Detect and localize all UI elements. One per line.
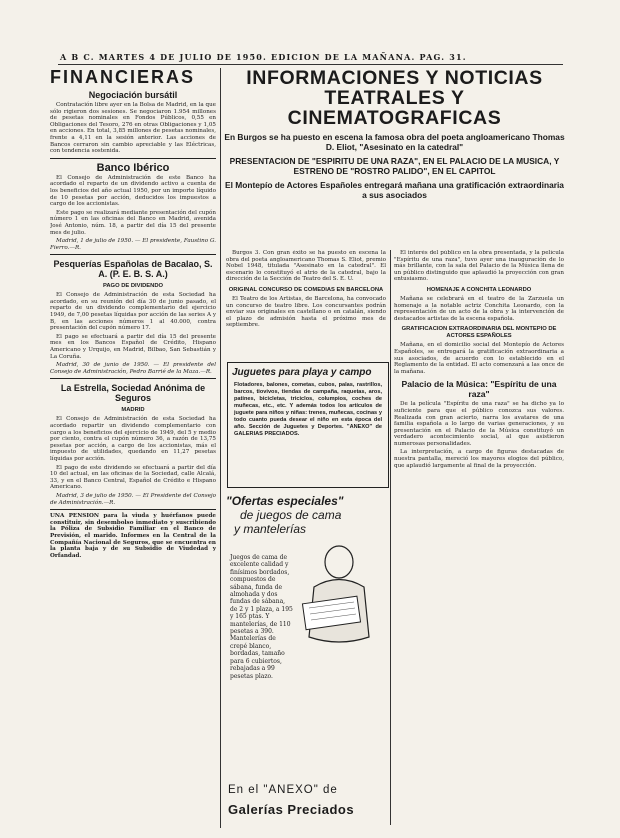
article-signature: Madrid, 1 de julio de 1950. — El presidente, Faustino G. Fierro.—R. — [50, 238, 216, 251]
bedding-ad-footer-2: Galerías Preciados — [228, 802, 355, 817]
header-rule — [58, 64, 563, 65]
article-text: Mañana se celebrará en el teatro de la Zarzuela un homenaje a la notable actriz Conchita Leonardo, con la representación de un acto de la obra y la intervención de destacados artistas de la escena española. — [394, 295, 564, 322]
bedding-illustration — [294, 542, 384, 652]
divider — [50, 378, 216, 379]
bedding-ad-headline-3: y mantelerías — [234, 522, 307, 536]
article-text: El Teatro de los Artistas, de Barcelona, ha convocado un concurso de teatro libre. Los concursantes podrán enviar sus originales en castellano o en catalán, siendo el plazo de admisión hasta el próximo mes de septiembre. — [226, 295, 386, 329]
subheadline-pago: PAGO DE DIVIDENDO — [102, 283, 164, 290]
article-text: De la película "Espíritu de una raza" se ha dicho ya lo suficiente para que el público conozca sus valores. Realizada con gran acierto, narra los avatares de una familia española a lo largo de varias generaciones, y su presentación en el Palacio de la Música constituyó un verdadero acontecimiento social, al que asistieron numerosas personalidades. — [394, 401, 564, 447]
dek-presentacion: PRESENTACION DE "ESPIRITU DE UNA RAZA", EN EL PALACIO DE LA MUSICA, Y ESTRENO DE "ROSTRO PALIDO", EN EL CAPITOL — [229, 156, 560, 176]
article-signature: Madrid, 3 de julio de 1950. — El Presidente del Consejo de Administración.—R. — [50, 492, 216, 506]
headline-negociacion: Negociación bursátil — [88, 90, 178, 100]
article-text: El Consejo de Administración de esta Sociedad ha acordado, en su reunión del día 30 de junio pasado, el reparto de un dividendo complementario del ejercicio 1949, de 7,00 pesetas líquidas por acción de las series A y B, en las acciones números 1 al 40.000, contra presentación del cupón número 17. — [50, 292, 216, 332]
section-title-financieras: FINANCIERAS — [50, 68, 196, 87]
article-text: El interés del público en la obra presentada, y la película "Espíritu de una raza", tuvo ayer una inauguración de lo más brillante, con la sala del Palacio de la Música llena de un público distinguido que aplaudió la proyección con gran entusiasmo. — [394, 250, 564, 283]
page-header: A B C. MARTES 4 DE JULIO DE 1950. EDICION DE LA MAÑANA. PAG. 31. — [60, 52, 467, 62]
article-text: Mañana, en el domicilio social del Montepío de Actores Españoles, se entregará la gratificación extraordinaria a sus asociados, de acuerdo con lo establecido en el Reglamento de la entidad. El acto comenzará a las once de la mañana. — [394, 342, 564, 375]
toys-ad-body: Flotadores, balones, cometas, cubos, palas, rastrillos, barcos, tiovivos, tiendas de campaña, raquetas, aros, patines, bicicletas, triciclos, columpios, coches de muñecas, etc., etc. Y además todos los artículos de juguete para niños y niñas: trenes, muñecas, cocinas y todo cuanto pueda desear el niño en esta época del año. Sección de Juguetes y Deportes. "ANEXO" de GALERIAS PRECIADOS. — [234, 382, 382, 437]
article-text: El pago se efectuará a partir del día 15 del presente mes en los Bancos Español de Crédito, Hispano Americano y Urquijo, en Madrid, Bilbao, San Sebastián y La Coruña. — [50, 333, 216, 360]
headline-gratificacion: GRATIFICACION EXTRAORDINARIA DEL MONTEPIO DE ACTORES ESPAÑOLES — [401, 326, 557, 340]
column-rule — [390, 250, 391, 825]
bedding-ad-headline-1: "Ofertas especiales" — [226, 494, 344, 508]
theater-column-2 — [394, 250, 564, 830]
title-informaciones: INFORMACIONES Y NOTICIAS — [246, 68, 543, 89]
divider — [50, 254, 216, 255]
headline-homenaje: HOMENAJE A CONCHITA LEONARDO — [426, 286, 532, 293]
financial-column — [50, 68, 216, 828]
classified-ad: UNA PENSION para la viuda y huérfanos puede constituir, sin desembolso inmediato y suscribiendo la Póliza de Subsidio Familiar en el Banco de Previsión, el marido. Informes en la Central de la Compañía Nacional de Seguros, que se encuentra en la planta baja y de su Subsidio de Viudedad y Orfandad. — [50, 513, 216, 559]
divider — [50, 509, 216, 510]
toys-advertisement — [227, 362, 389, 488]
column-rule — [220, 68, 221, 828]
article-signature: Madrid, 30 de junio de 1950. — El presidente del Consejo de Administración, Pedro Barrié de la Maza.—R. — [50, 362, 216, 375]
bedding-ad-body: Juegos de cama de excelente calidad y finísimos bordados, compuestos de sábana, funda de almohada y dos fundas de sábana, de 2 y 1 plaza, a 195 y 165 ptas. Y mantelerías, de 110 pesetas a 390. Mantelerías de crepé blanco, bordadas, tamaño para 6 cubiertos, rebajadas a 99 pesetas plazo. — [230, 554, 293, 680]
title-teatrales: TEATRALES Y CINEMATOGRAFICAS — [287, 87, 502, 129]
dek-montepio: El Montepío de Actores Españoles entregará mañana una gratificación extraordinaria a sus asociados — [225, 180, 564, 200]
bedding-ad-footer-1: En el "ANEXO" de — [228, 784, 338, 796]
bedding-ad-headline-2: de juegos de cama — [240, 508, 342, 522]
subheadline-madrid: MADRID — [121, 407, 145, 414]
dek-burgos: En Burgos se ha puesto en escena la famosa obra del poeta angloamericano Thomas D. Eliot, "Asesinato en la catedral" — [224, 132, 565, 152]
headline-pebsa: Pesquerías Españolas de Bacalao, S. A. (P. E. B. S. A.) — [53, 259, 213, 280]
headline-concurso: ORIGINAL CONCURSO DE COMEDIAS EN BARCELONA — [228, 286, 384, 293]
headline-la-estrella: La Estrella, Sociedad Anónima de Seguros — [60, 383, 206, 404]
headline-palacio: Palacio de la Música: "Espíritu de una raza" — [401, 379, 557, 400]
toys-ad-title: Juguetes para playa y campo — [232, 367, 372, 378]
article-text: Este pago se realizará mediante presentación del cupón número 1 en las oficinas del Banco en Madrid, avenida José Antonio, núm. 18, a partir del día 15 del presente mes de julio. — [50, 209, 216, 236]
article-text: Burgos 3. Con gran éxito se ha puesto en escena la obra del poeta angloamericano Thomas S. Eliot, premio Nobel 1948, titulada "Asesinato en la catedral". El escenario lo constituyó el atrio de la catedral, bajo la dirección de la Sección de Teatro del S. E. U. — [226, 250, 386, 283]
article-text: La interpretación, a cargo de figuras destacadas de nuestra pantalla, mereció los mayores elogios del público, que aplaudió largamente al final de la proyección. — [394, 449, 564, 469]
theater-header — [222, 68, 567, 248]
theater-column-1 — [226, 250, 386, 362]
article-text: El Consejo de Administración de esta Sociedad ha acordado repartir un dividendo complementario con cargo a los beneficios del ejercicio de 1949, del 5 y medio por ciento, contra el cupón número 36, a razón de 13,75 pesetas por acción, a cargo de los accionistas, más el impuesto de utilidades, quedando en 11,27 pesetas líquidas por acción. — [50, 416, 216, 462]
bedding-advertisement — [226, 494, 388, 828]
article-text: El pago de este dividendo se efectuará a partir del día 10 del actual, en las oficinas de la Sociedad, calle Alcalá, 33, y en el Banco Central, Español de Crédito e Hispano Americano. — [50, 464, 216, 491]
divider — [50, 158, 216, 159]
article-text: El Consejo de Administración de este Banco ha acordado el reparto de un dividendo activo a cuenta de los beneficios del año actual 1950, por un importe líquido de 10 pesetas por acción, deducidos los impuestos a cargo de los accionistas. — [50, 174, 216, 208]
headline-banco-iberico: Banco Ibérico — [96, 161, 170, 174]
article-text: Contratación libre ayer en la Bolsa de Madrid, en la que sólo rigieron dos sesiones. Se negociaron 1.954 millones de pesetas nominales en Fondos Públicos, 0,55 en Obligaciones del Tesoro, 276 en otras Obligaciones y 1,05 en acciones. En total, 3,85 millones de pesetas nominales, frente a 4,11 en la sesión anterior. Las acciones de Bancos cerraron sin cambio apreciable y las Eléctricas, con tendencia sostenida. — [50, 102, 216, 155]
